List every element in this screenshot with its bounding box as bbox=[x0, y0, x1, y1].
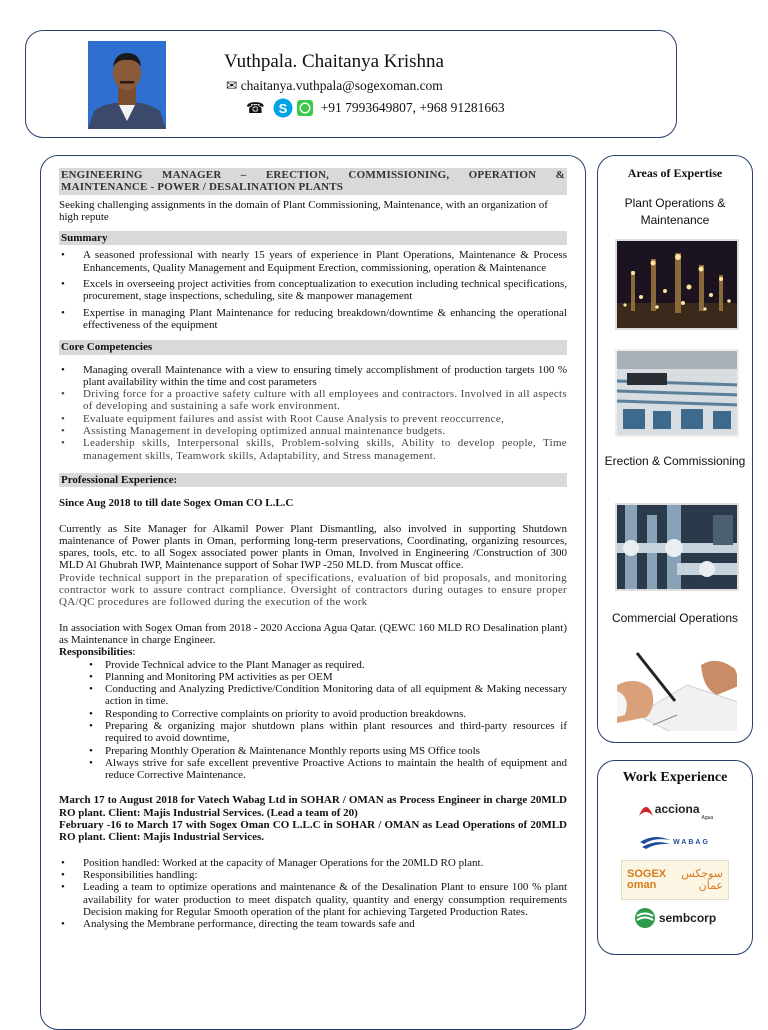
responsibilities-list bbox=[59, 659, 567, 782]
job2-title: March 17 to August 2018 for Vatech Wabag Ltd in SOHAR / OMAN as Process Engineer in charge 20MLD RO plant. Client: Majis Industrial Services. (Lead a team of 20) bbox=[59, 794, 567, 819]
summary-item: • Excels in overseeing project activities from conceptualization to execution including technical specifications, procurement, stage inspections, scheduling, site & manpower management bbox=[59, 278, 567, 303]
email-address[interactable]: chaitanya.vuthpala@sogexoman.com bbox=[240, 78, 443, 93]
job1-paragraph: Currently as Site Manager for Alkamil Power Plant Dismantling, also involved in supporting Shutdown maintenance of Power plants in Oman, performing long-term preservations, Coordinating, organizing resources, spares, tools, etc. to all Sogex associated power plants in Oman, Involved in Engineering /Construction of 300 MLD Al Ghubrah IWP, Maintenance support of Sohar IWP -250 MLD. from Muscat office. bbox=[59, 522, 567, 572]
summary-item: • A seasoned professional with nearly 15 years of experience in Plant Operations, Maintenance & Process Enhancements, Quality Management and Equipment Erection, commissioning, operation & Maintenance bbox=[59, 249, 567, 274]
responsibility-item: • Responding to Corrective complaints on priority to avoid production breakdowns. bbox=[59, 708, 567, 720]
job3-list bbox=[59, 857, 567, 931]
competency-item: • Assisting Management in developing optimized annual maintenance budgets. bbox=[59, 425, 567, 437]
work-experience-title: Work Experience bbox=[622, 770, 728, 785]
job-title bbox=[59, 168, 567, 195]
wabag-logo-text: WABAG bbox=[673, 838, 710, 846]
job3-item: • Analysing the Membrane performance, directing the team towards safe and bbox=[59, 918, 567, 930]
job3-item: • Responsibilities handling: bbox=[59, 869, 567, 881]
sembcorp-mark-icon bbox=[634, 907, 656, 929]
svg-text:S: S bbox=[278, 101, 288, 116]
responsibility-item: • Provide Technical advice to the Plant Manager as required. bbox=[59, 659, 567, 671]
responsibility-item: • Preparing Monthly Operation & Maintenance Monthly reports using MS Office tools bbox=[59, 745, 567, 757]
acciona-logo-text: acciona bbox=[654, 802, 700, 816]
desalination-plant-image bbox=[615, 349, 739, 437]
work-experience-panel bbox=[597, 760, 753, 955]
responsibility-item: • Preparing & organizing major shutdown plans within plant resources and third-party resources if required to avoid downtime, bbox=[59, 720, 567, 745]
competency-item: • Leadership skills, Interpersonal skills, Problem-solving skills, Ability to develop people, Time management skills, Teamwork skills, Adaptability, and Stress management. bbox=[59, 437, 567, 462]
competency-item: • Managing overall Maintenance with a view to ensuring timely accomplishment of production targets 100 % plant availability within the time and cost parameters bbox=[59, 364, 567, 389]
sembcorp-logo-text: sembcorp bbox=[658, 911, 717, 925]
job-title-line2: MAINTENANCE - POWER / DESALINATION PLANTS bbox=[61, 181, 344, 194]
wabag-logo bbox=[598, 833, 752, 851]
signing-contract-image bbox=[615, 643, 739, 733]
job3-item: • Leading a team to optimize operations and maintenance & of the Desalination Plant to ensure 100 % plant availability for water production to meet dispatch quality, quantity and energy consumption requirements Decision making for Regular Smooth operation of the plant for achieving Targeted Production Rates. bbox=[59, 881, 567, 918]
responsibility-item: • Conducting and Analyzing Predictive/Condition Monitoring data of all equipment & Making necessary action in time. bbox=[59, 683, 567, 708]
responsibility-item: • Planning and Monitoring PM activities as per OEM bbox=[59, 671, 567, 683]
summary-item: • Expertise in managing Plant Maintenance for reducing breakdown/downtime & enhancing the operational effectiveness of the equipment bbox=[59, 307, 567, 332]
job1-title: Since Aug 2018 to till date Sogex Oman CO L.L.C bbox=[59, 497, 294, 510]
expertise-label-erection: Erection & Commissioning bbox=[604, 454, 746, 468]
job1-paragraph: In association with Sogex Oman from 2018 - 2020 Acciona Agua Qatar. (QEWC 160 MLD RO Desalination plant) as Maintenance in charge Engineer. bbox=[59, 621, 567, 646]
email-line bbox=[226, 78, 443, 94]
sogex-oman-logo bbox=[598, 860, 752, 900]
summary-list bbox=[59, 249, 567, 331]
expertise-label-commercial: Commercial Operations bbox=[611, 611, 739, 625]
sogex-logo-arabic-subtext: عمان bbox=[698, 879, 723, 892]
phone-numbers[interactable]: +91 7993649807, +968 91281663 bbox=[320, 100, 505, 115]
competencies-list bbox=[59, 364, 567, 462]
telephone-icon: ☎ bbox=[246, 100, 265, 117]
sembcorp-logo bbox=[598, 907, 752, 929]
mail-icon: ✉ bbox=[226, 78, 238, 93]
wabag-swoosh-icon bbox=[640, 835, 670, 849]
expertise-title: Areas of Expertise bbox=[627, 166, 723, 180]
expertise-label-operations: Plant Operations & Maintenance bbox=[624, 196, 726, 227]
summary-heading: Summary bbox=[59, 231, 567, 245]
job1-paragraph: Provide technical support in the preparation of specifications, evaluation of bid proposals, and monitoring contractor work to assure contract compliance. Oversight of contractors during outages to ensure proper QA/QC procedures are followed during the execution of the work bbox=[59, 571, 567, 609]
acciona-logo bbox=[598, 797, 752, 821]
sogex-logo-text: SOGEX bbox=[627, 868, 667, 880]
skype-icon bbox=[273, 98, 293, 118]
refinery-night-image bbox=[615, 239, 739, 330]
objective: Seeking challenging assignments in the domain of Plant Commissioning, Maintenance, with an organization of high repute bbox=[59, 198, 548, 223]
resume-content bbox=[59, 168, 567, 930]
sogex-logo-arabic-text: سوجكس bbox=[681, 867, 723, 880]
competency-item: • Driving force for a proactive safety culture with all employees and contractors. Involved in all aspects of developing and sustaining a safe work environment. bbox=[59, 388, 567, 413]
competencies-heading: Core Competencies bbox=[59, 340, 567, 354]
acciona-logo-subtext: Agua bbox=[701, 815, 714, 821]
responsibilities-heading-text: Responsibilities bbox=[59, 646, 133, 659]
header-card bbox=[25, 30, 677, 138]
experience-heading: Professional Experience: bbox=[59, 473, 567, 487]
profile-photo bbox=[88, 41, 166, 129]
expertise-panel bbox=[597, 155, 753, 743]
job3-item: • Position handled: Worked at the capacity of Manager Operations for the 20MLD RO plant. bbox=[59, 857, 567, 869]
competency-item: • Evaluate equipment failures and assist with Root Cause Analysis to prevent reoccurrence, bbox=[59, 413, 567, 425]
job3-title: February -16 to March 17 with Sogex Oman CO L.L.C in SOHAR / OMAN as Lead Operations of 20MLD RO plant. Client: Majis Industrial Services. bbox=[59, 819, 567, 844]
acciona-mark-icon bbox=[637, 800, 655, 818]
phone-line bbox=[246, 98, 505, 118]
candidate-name: Vuthpala. Chaitanya Krishna bbox=[224, 51, 444, 72]
responsibilities-heading: Responsibilities: bbox=[59, 646, 136, 659]
whatsapp-icon bbox=[297, 100, 313, 116]
resume-body bbox=[40, 155, 586, 1030]
pipework-image bbox=[615, 503, 739, 591]
job-title-line1: ENGINEERING MANAGER – ERECTION, COMMISSIONING, OPERATION & bbox=[61, 169, 565, 181]
responsibility-item: • Always strive for safe excellent preventive Proactive Actions to maintain the health of equipment and reduce Corrective Maintenance. bbox=[59, 757, 567, 782]
sogex-logo-subtext: oman bbox=[627, 879, 657, 891]
